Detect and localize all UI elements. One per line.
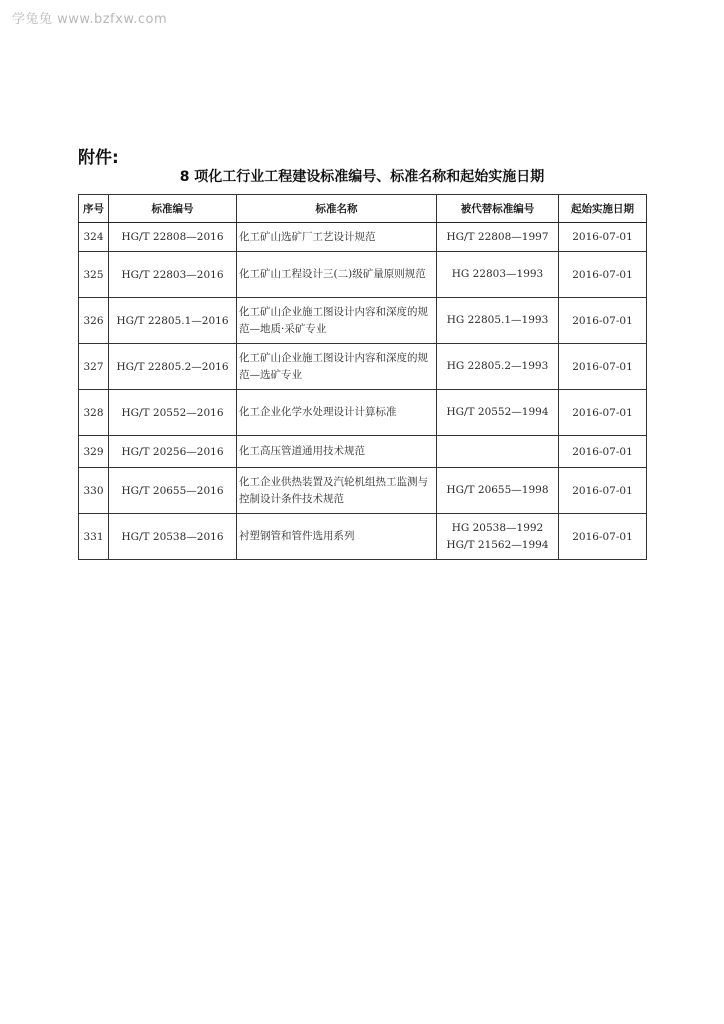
row-number: 331 [79, 514, 109, 560]
row-number: 324 [79, 223, 109, 252]
table-row [79, 514, 647, 560]
standard-name: 衬塑钢管和管件选用系列 [237, 514, 437, 560]
row-number: 328 [79, 390, 109, 436]
replaced-code: HG 22803—1993 [451, 268, 544, 281]
replaced-code: HG 22805.1—1993 [446, 314, 549, 327]
table-row [79, 223, 647, 252]
start-date: 2016-07-01 [559, 436, 647, 468]
table-row [79, 468, 647, 514]
start-date: 2016-07-01 [559, 390, 647, 436]
replaced-code: HG/T 20655—1998 [446, 484, 549, 497]
standard-code: HG/T 22805.1—2016 [109, 298, 237, 344]
replaced-code: HG 20538—1992 [451, 521, 544, 534]
standard-code: HG/T 20655—2016 [109, 468, 237, 514]
table-header-row [79, 195, 647, 223]
table-title: 8 项化工行业工程建设标准编号、标准名称和起始实施日期 [179, 169, 545, 185]
header-name: 标准名称 [237, 195, 437, 223]
standard-code: HG/T 20538—2016 [109, 514, 237, 560]
start-date: 2016-07-01 [559, 252, 647, 298]
replaced-code: HG/T 20552—1994 [446, 406, 549, 419]
row-number: 327 [79, 344, 109, 390]
row-number: 330 [79, 468, 109, 514]
standards-table [78, 194, 647, 560]
attachment-heading: 附件: [78, 148, 119, 168]
replaced-codes [437, 298, 559, 344]
replaced-codes [437, 514, 559, 560]
table-row [79, 390, 647, 436]
table-row [79, 252, 647, 298]
replaced-codes [437, 223, 559, 252]
standard-name: 化工矿山企业施工图设计内容和深度的规范—选矿专业 [237, 344, 437, 390]
header-no: 序号 [79, 195, 109, 223]
header-date: 起始实施日期 [559, 195, 647, 223]
standard-name: 化工矿山选矿厂工艺设计规范 [237, 223, 437, 252]
row-number: 325 [79, 252, 109, 298]
replaced-code: HG 22805.2—1993 [446, 360, 549, 373]
row-number: 329 [79, 436, 109, 468]
table-row [79, 436, 647, 468]
start-date: 2016-07-01 [559, 223, 647, 252]
header-code: 标准编号 [109, 195, 237, 223]
standard-name: 化工矿山工程设计三(二)级矿量原则规范 [237, 252, 437, 298]
standard-code: HG/T 22805.2—2016 [109, 344, 237, 390]
standard-code: HG/T 20552—2016 [109, 390, 237, 436]
watermark: 学兔兔 www.bzfxw.com [12, 12, 168, 27]
replaced-codes [437, 468, 559, 514]
replaced-code: HG/T 21562—1994 [446, 538, 549, 551]
replaced-codes [437, 390, 559, 436]
table-row [79, 298, 647, 344]
start-date: 2016-07-01 [559, 344, 647, 390]
row-number: 326 [79, 298, 109, 344]
standard-name: 化工企业化学水处理设计计算标准 [237, 390, 437, 436]
standard-name: 化工高压管道通用技术规范 [237, 436, 437, 468]
start-date: 2016-07-01 [559, 514, 647, 560]
table-body [79, 223, 647, 560]
replaced-codes [437, 344, 559, 390]
header-replaced: 被代替标准编号 [437, 195, 559, 223]
start-date: 2016-07-01 [559, 468, 647, 514]
standard-code: HG/T 22803—2016 [109, 252, 237, 298]
replaced-codes [437, 436, 559, 468]
table-row [79, 344, 647, 390]
standard-code: HG/T 22808—2016 [109, 223, 237, 252]
start-date: 2016-07-01 [559, 298, 647, 344]
standard-name: 化工矿山企业施工图设计内容和深度的规范—地质·采矿专业 [237, 298, 437, 344]
standard-name: 化工企业供热装置及汽轮机组热工监测与控制设计条件技术规范 [237, 468, 437, 514]
standard-code: HG/T 20256—2016 [109, 436, 237, 468]
replaced-codes [437, 252, 559, 298]
replaced-code: HG/T 22808—1997 [446, 230, 549, 243]
